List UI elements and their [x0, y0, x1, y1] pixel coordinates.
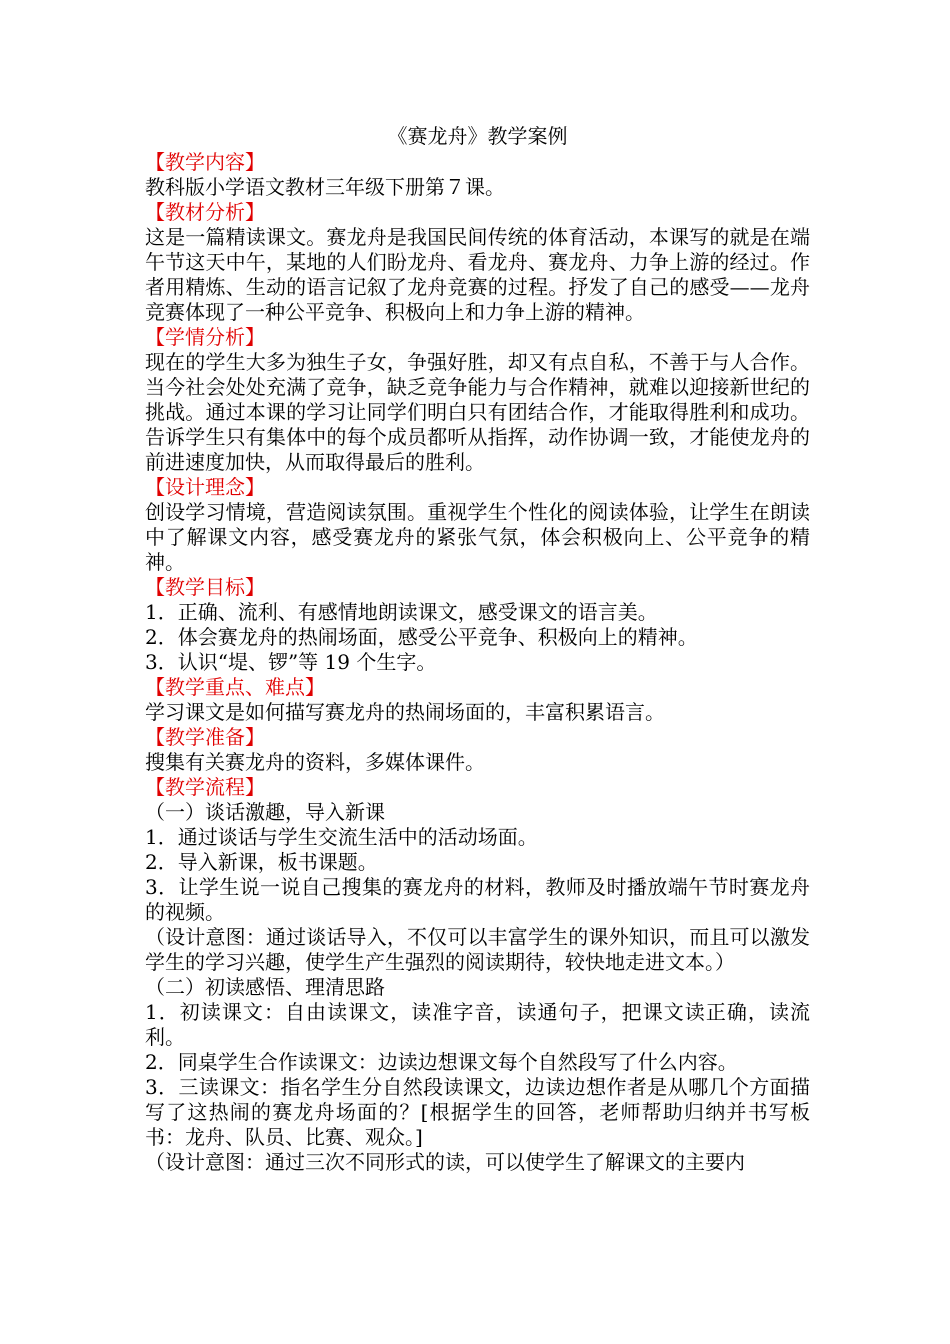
section-heading: 【教学准备】 — [145, 725, 265, 749]
document-page — [145, 122, 810, 1175]
paragraph: 1．正确、流利、有感情地朗读课文，感受课文的语言美。 — [145, 600, 658, 624]
section-heading: 【教学目标】 — [145, 575, 265, 599]
document-body — [145, 150, 810, 1175]
paragraph: 学习课文是如何描写赛龙舟的热闹场面的，丰富积累语言。 — [145, 700, 665, 724]
paragraph: 2．体会赛龙舟的热闹场面，感受公平竞争、积极向上的精神。 — [145, 625, 698, 649]
document-title: 《赛龙舟》教学案例 — [387, 124, 568, 148]
section-heading: 【教材分析】 — [145, 200, 265, 224]
paragraph: （设计意图：通过三次不同形式的读，可以使学生了解课文的主要内 — [145, 1150, 745, 1174]
paragraph: 3．三读课文：指名学生分自然段读课文，边读边想作者是从哪几个方面描写了这热闹的赛龙舟场面的？[根据学生的回答，老师帮助归纳并书写板书：龙舟、队员、比赛、观众。] — [145, 1075, 810, 1149]
paragraph: 教科版小学语文教材三年级下册第７课。 — [145, 175, 505, 199]
paragraph: （二）初读感悟、理清思路 — [145, 975, 385, 999]
section-heading: 【教学内容】 — [145, 150, 265, 174]
paragraph: 现在的学生大多为独生子女，争强好胜，却又有点自私，不善于与人合作。当今社会处处充满了竞争，缺乏竞争能力与合作精神，就难以迎接新世纪的挑战。通过本课的学习让同学们明白只有团结合作，才能取得胜利和成功。告诉学生只有集体中的每个成员都听从指挥，动作协调一致，才能使龙舟的前进速度加快，从而取得最后的胜利。 — [145, 350, 810, 474]
paragraph: 3．认识“堤、锣”等 19 个生字。 — [145, 650, 437, 674]
paragraph: 2．导入新课，板书课题。 — [145, 850, 378, 874]
paragraph: 1．初读课文：自由读课文，读准字音，读通句子，把课文读正确，读流利。 — [145, 1000, 810, 1049]
section-heading: 【教学重点、难点】 — [145, 675, 325, 699]
paragraph: 3．让学生说一说自己搜集的赛龙舟的材料，教师及时播放端午节时赛龙舟的视频。 — [145, 875, 810, 924]
paragraph: （设计意图：通过谈话导入，不仅可以丰富学生的课外知识，而且可以激发学生的学习兴趣，使学生产生强烈的阅读期待，较快地走进文本。） — [145, 925, 810, 974]
paragraph: 搜集有关赛龙舟的资料，多媒体课件。 — [145, 750, 485, 774]
paragraph: 2．同桌学生合作读课文：边读边想课文每个自然段写了什么内容。 — [145, 1050, 738, 1074]
section-heading: 【学情分析】 — [145, 325, 265, 349]
section-heading: 【设计理念】 — [145, 475, 265, 499]
paragraph: （一）谈话激趣，导入新课 — [145, 800, 385, 824]
section-heading: 【教学流程】 — [145, 775, 265, 799]
paragraph: 1．通过谈话与学生交流生活中的活动场面。 — [145, 825, 538, 849]
paragraph: 这是一篇精读课文。赛龙舟是我国民间传统的体育活动，本课写的就是在端午节这天中午，某地的人们盼龙舟、看龙舟、赛龙舟、力争上游的经过。作者用精炼、生动的语言记叙了龙舟竞赛的过程。抒发了自己的感受——龙舟竞赛体现了一种公平竞争、积极向上和力争上游的精神。 — [145, 225, 810, 324]
paragraph: 创设学习情境，营造阅读氛围。重视学生个性化的阅读体验，让学生在朗读中了解课文内容，感受赛龙舟的紧张气氛，体会积极向上、公平竞争的精神。 — [145, 500, 810, 574]
